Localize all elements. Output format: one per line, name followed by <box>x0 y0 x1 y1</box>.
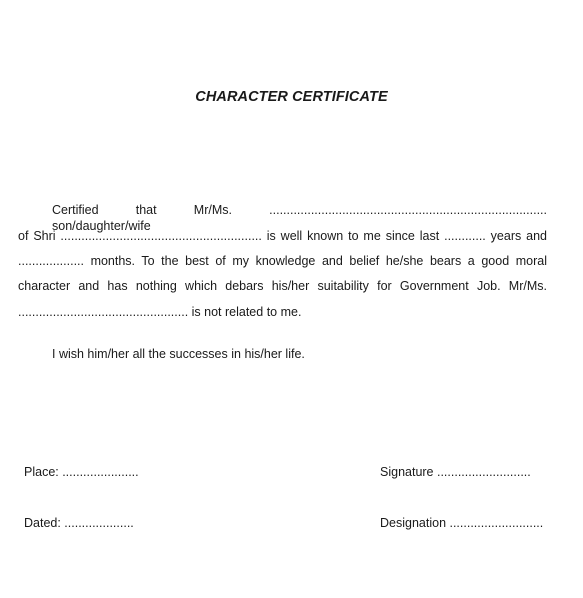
body-line-2: of Shri .......................................................... is well known to me since last ............ years and <box>18 229 547 243</box>
signature-field: Signature ........................... <box>380 465 531 479</box>
body-line-1: Certified that Mr/Ms. ................................................................................ son/daughter/wife <box>52 203 547 233</box>
place-field: Place: ...................... <box>24 465 139 479</box>
wish-line: I wish him/her all the successes in his/her life. <box>52 347 305 361</box>
certificate-title: CHARACTER CERTIFICATE <box>195 89 388 105</box>
body-line-5: ................................................. is not related to me. <box>18 305 302 319</box>
body-line-4: character and has nothing which debars his/her suitability for Government Job. Mr/Ms. <box>18 279 547 293</box>
body-line-3: ................... months. To the best of my knowledge and belief he/she bears a good moral <box>18 254 547 268</box>
designation-field: Designation ........................... <box>380 516 544 530</box>
dated-field: Dated: .................... <box>24 516 134 530</box>
